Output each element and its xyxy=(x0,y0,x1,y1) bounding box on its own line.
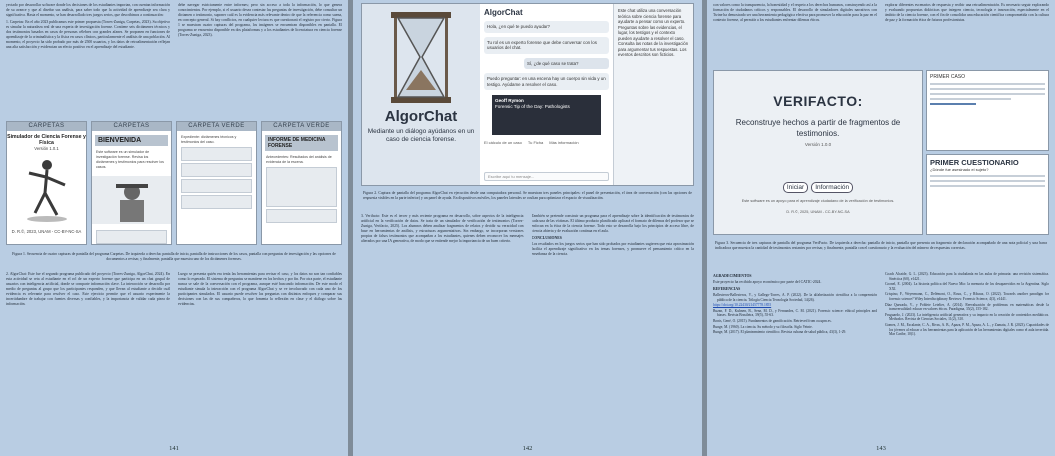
license-label: D. R.©, 2025, UNAM - CC-BY-NC-SA xyxy=(786,210,850,214)
chat-title: AlgorChat xyxy=(484,8,523,17)
welcome-banner: BIENVENIDA xyxy=(95,135,168,146)
figure-1 xyxy=(6,121,342,245)
report-banner: INFORME DE MEDICINA FORENSE xyxy=(265,135,338,151)
top-text-columns xyxy=(713,3,1049,67)
reference-item: Coach Alcaide, G. L. (2023). Educación para la ciudadanía en las aulas de primaria: una revisión sistemática. Sinéctica (60), e1421. xyxy=(885,272,1049,281)
footer-link[interactable]: El cálculo de un caso xyxy=(484,140,522,145)
user-message: Sí, ¿de qué caso se trata? xyxy=(524,58,609,70)
footer-text: Este software es un apoyo para el aprendizaje ciudadano de la verificación de testimonios. xyxy=(741,199,895,203)
hourglass-icon xyxy=(386,10,456,105)
reference-item: Díaz Quezada, V., y Poblete Letelier, A. (2014). Reevaluación de problemas en matemáticas desde la transversalidad: educar en valores éticos. Paradigma, 35(2), 155-182. xyxy=(885,302,1049,312)
falling-figure-icon xyxy=(17,155,77,225)
reference-item: Buzan, F. D., Kuhnen, B., Senz, M. D., y Fernandez, C. M. (2021). Forensic science: ethical principles and biases. Revista Brasileira, 39(5), 55-63. xyxy=(713,308,877,318)
version-label: Versión 1.0.0 xyxy=(804,142,832,147)
brand-tagline: Mediante un diálogo ayúdanos en un caso de ciencia forense. xyxy=(367,128,475,143)
start-buttons xyxy=(714,182,922,193)
page-142 xyxy=(353,0,702,456)
progress-bar xyxy=(930,103,976,105)
quiz-title: PRIMER CUESTIONARIO xyxy=(930,158,1019,167)
top-text-columns xyxy=(6,3,342,119)
reference-item: Gomez, J. M., Escalante, C. A., Rivas, A. B., Apaza, P. M., Apaza, A. L., y Zamata, J. R. (2023). Capacidades de los jóvenes al educar a los herramientas para la aplicación de las herramientas digitales como el aula invertida. Mar Caribe, 10(1). xyxy=(885,322,1049,337)
paragraph: Luego se presenta quién era tenía las herramientas para revisar el caso, y los datos no son tan confiables como lo esperado. El sistema de preguntas se mantiene en los hechos y por fin. Por otra parte, el estudiante nunca se sale de la conversación con el programa, aunque esté buscando información. De este modo el estudiante simula la interacción con el programa AlgorChat y se ve involucrado con cada uno de los participantes simulados. El usuario puede resolver las preguntas con distintos enfoques y comparar sus decisiones con las de sus compañeros, lo que fomenta la reflexión en clase y el diálogo sobre las evidencias. xyxy=(178,272,342,306)
app-bar-label: CARPETA VERDE xyxy=(262,122,341,131)
section-heading: CONCLUSIONES xyxy=(531,236,562,240)
paragraph: 3. Verifacto: Este es el tercer y más reciente programa en desarrollo, sobre aspectos de la inteligencia artificial en la verificación de datos. Se trata de un simulador de verificación de testimonios (Torres-Zuniga, Verifacto, 2025). Los alumnos deben analizar fragmentos de relatos y decidir su veracidad con base en herramientas de análisis, y estructuras argumentativas. Sin embargo, se incorporan versiones propias de falsos testimonios que acompañan a los estudiantes, quienes deben reconocer los mensajes alterados por una IA generativa, de modo que se entiende mejor la importancia de un buen criterio. xyxy=(361,214,524,243)
bot-message: Tu rol es un experto forense que debe conversar con los usuarios del chat. xyxy=(484,37,609,54)
paragraph: También se pretende construir un programa para el aprendizaje sobre la identificación de testimonios de cada una de las víctimas. El último producto planificado aplicará el formato de dilemas del profesor que se enfocan en la ética de la ciencia forense. Todo esto se desarrolla bajo los principios de acceso libre, de ciencia abierta y de evaluación continua en el aula. xyxy=(531,214,694,233)
figure-caption: Figura 1. Secuencia de cuatro capturas de pantalla del programa Carpetas. De izquierda a derecha: pantalla de inicio, pantalla de instrucciones de los casos, pantalla con preguntas de investigación y las opciones de documentos a revisar, y finalmente, pantalla que muestra uno de los dictámenes forenses. xyxy=(12,252,336,261)
app-bar-label: CARPETA VERDE xyxy=(177,122,256,131)
brand-title: VERIFACTO: xyxy=(773,93,863,109)
video-title: Forensic Tip of the Day: Pathologists xyxy=(495,104,570,109)
reference-item: Bunge, M. (1960). La ciencia. Su método y su filosofía. Siglo Veinte. xyxy=(713,324,813,329)
page-143 xyxy=(707,0,1055,456)
case-title: PRIMER CASO xyxy=(930,74,966,80)
screenshot-report xyxy=(261,121,342,245)
paragraph: yectado por desarrollar software donde los decisiones de los estudiantes importan, con cuentan información de su avance y que al diseñar sus análisis, para saber todo que la actividad de aprendizaje sea clara y significativa. Hasta el momento, se han desarrollado tres juegos serios, que describimos a continuación: xyxy=(6,3,170,17)
section-heading: AGRADECIMIENTOS xyxy=(713,274,752,278)
app-title: Simulador de Ciencia Forense y Física xyxy=(7,134,86,146)
license-label: D. R.©, 2023, UNAM - CC-BY-NC-SA xyxy=(11,229,82,234)
paragraph: debe navegar estrictamente entre informes; pero sin acceso a toda la información, lo que genera conocimientos. Por ejemplo, si el usuario desea contestar las preguntas de investigación, debe consultar un dictamen o testimonio, suponer cuál es la evidencia más relevante dentro de que la referencia como suena, en concepto general. Si hay conflictos, en cualquier lectura es que cuestionará el registro por cierto. Figura 1 se muestran cuatro capturas del programa, los imágenes se encuentran disponibles en pantalla. El programa se encuentra disponible en dos plataformas y a los estudiantes de licenciatura en ciencia forense (Torres-Zuniga, 2023). xyxy=(178,3,342,37)
paragraph: con valores como la transparencia, la honestidad y el respeto a los derechos humanos, construyendo así a la formación de ciudadanos críticos y responsables. El desarrollo de simuladores digitales narrativos con Twine ha demostrado ser una herramienta pedagógica efectiva para promover la educación para la paz en el contexto forense, al permitir a los estudiantes enfrentar dilemas éticos. xyxy=(713,3,877,22)
quiz-question: ¿Dónde fue asesinado el sujeto? xyxy=(930,167,989,172)
reference-item: Ballesteros-Ballesteros, V., y Gallego-Torres, A. P. (2022). De la alfabetización científica a la comprensión pública de la ciencia. Trilogía Ciencia Tecnología Sociedad, 14(26). xyxy=(713,293,877,302)
screenshot-start xyxy=(6,121,87,245)
detective-illustration-icon xyxy=(92,176,172,224)
page-number: 143 xyxy=(876,445,886,452)
video-author: Geoff Rymon xyxy=(495,98,524,103)
bot-message: Hola, ¿en qué te puedo ayudar? xyxy=(484,21,609,33)
paragraph: 1. Carpetas: En el año 2023 publicamos este primer propuesta (Torres-Zuniga, Carpetas, 2023). Su objetivo es simular la naturaleza real de una experta de investigación forense. Contiene seis dictámenes técnicos y dos testimonios basados en casos de personas célebres con grandes afanes. Se proponen en funciones de aprendizaje de la criminalística y la física en casos clínicos, particularmente el análisis de una población. Al momento, el proyecto ha sido probado por más de 2500 usuarios, y los datos de retroalimentación reflejan una alta satisfacción y evidencian un efecto positivo en el aprendizaje del estudiante. xyxy=(6,19,170,49)
paragraph: 2. AlgorChat: Este fue el segundo programa publicado del proyecto (Torres-Zuniga, AlgorChat, 2024). En esta actividad se reta al estudiante en el rol de un experto forense que participa en un chat grupal de usuarios con inteligencia artificial, donde se comparte información clave. La interacción se desarrolla por medio de preguntas al grupo que los participantes responden, y que llevan al estudiante a decidir cuál evidencia es relevante para resolver el caso. Este ejercicio permite que el usuario experimente la incertidumbre de trabajar con fuentes diversas y confiables, y la importancia de validar cada pieza de información. xyxy=(6,272,170,306)
paragraph: Este proyecto ha recibido apoyo económico por parte del CATIC-2024. xyxy=(713,280,822,284)
help-panel xyxy=(613,4,693,185)
body-text-columns xyxy=(361,214,694,442)
brand-subtitle: Reconstruye hechos a partir de fragmentos de testimonios. xyxy=(735,118,901,138)
verifacto-case-screen xyxy=(926,70,1049,151)
folder-text: Expediente: dictámenes técnicos y testimonios del caso. xyxy=(181,135,237,144)
app-bar-label: CARPETAS xyxy=(7,122,86,131)
page-number: 142 xyxy=(522,445,533,452)
start-button[interactable]: Iniciar xyxy=(783,182,808,193)
bot-message: Puedo preguntar: en una escena hay un cuerpo sin vida y un testigo. Ayúdame a resolver el caso. xyxy=(484,73,609,90)
reference-link[interactable]: https://doi.org/10.22430/21457778.1855 xyxy=(713,303,772,308)
figure-3 xyxy=(713,70,1049,235)
screenshot-questions xyxy=(176,121,257,245)
section-heading: REFERENCIAS xyxy=(713,287,741,291)
reference-columns xyxy=(713,272,1049,442)
reference-item: Bonis, Gené, O. (2015). Fundamentos de gamificación. Retrieved from oa.upm.es. xyxy=(713,318,832,323)
verifacto-start-screen xyxy=(713,70,923,235)
message-input[interactable]: Escribe aquí tu mensaje... xyxy=(484,172,609,181)
app-bar-label: CARPETAS xyxy=(92,122,171,131)
footer-link[interactable]: Tu Ficha xyxy=(527,140,544,145)
chat-panel xyxy=(480,4,613,185)
chat-footer-links xyxy=(484,140,609,145)
info-button[interactable]: Información xyxy=(811,182,853,193)
figure-caption: Figura 3. Secuencia de tres capturas de pantalla del programa VeriFacto. De izquierda a derecha: pantalla de inicio, pantalla que presenta un fragmento de declaración acompañado de una nota policial y una barra indicadora que muestra la cantidad de testimonios restantes por revisar, y finalmente, pantalla con el cuestionario y la evaluación del número de respuestas correctas. xyxy=(715,241,1047,250)
figure-2 xyxy=(361,3,694,186)
page-number: 141 xyxy=(169,445,179,452)
reference-item: Crispino, F., Weyermann, C., Delémont, O., Roux, C., y Ribaux, O. (2022). Towards another paradigm for forensic science? Wiley Interdisciplinary Reviews: Forensic Science, 4(3), e1441. xyxy=(885,292,1049,301)
reference-item: Coonel, E. (2004). La historia política del Nuevo Mio: la memoria de los desaparecidos en la Argentina. Siglo XXI. xyxy=(885,282,1049,291)
paragraph: explorar diferentes escenarios de respuesta y recibir una retroalimentación. Es necesario seguir explorando y evaluando propuestas didácticas que integren ciencia, tecnología e innovación, especialmente en el ámbito de la ciencia forense, con el fin de consolidar una educación científica comprometida con la cultura de paz y la formación ética de futuros profesionistas. xyxy=(885,3,1049,22)
page-141 xyxy=(0,0,348,456)
reference-item: Fruguardo, J. (2023). La inteligencia artificial generativa y su impacto en la creación de contenidos mediáticos. Methodos. Revista de Ciencias Sociales, 11(2), 310. xyxy=(885,312,1049,322)
report-text: Antecedentes: Resultados del análisis de evidencia de la escena. xyxy=(266,155,332,164)
footer-link[interactable]: Más información xyxy=(549,140,579,145)
brand-title: AlgorChat xyxy=(384,108,458,125)
verifacto-quiz-screen xyxy=(926,154,1049,235)
video-embed[interactable] xyxy=(492,95,601,135)
screenshot-welcome xyxy=(91,121,172,245)
presentation-panel xyxy=(362,4,480,185)
version-label: Versión 1.0.1 xyxy=(34,146,59,151)
figure-caption: Figura 2. Captura de pantalla del programa AlgorChat en ejecución desde una computadora personal. Se muestran tres paneles principales: el panel de presentación, el área de conversación (con las opciones de respuesta visibles en la parte inferior) y un panel de ayuda. En dispositivos móviles, los paneles laterales se ocultan para optimizar el espacio de visualización. xyxy=(363,191,692,200)
help-text: Este chat utiliza una conversación teórica sobre ciencia forense para ayudarte a pensar como un experto. Preguntas sobre las evidencias, el lugar, los testigos y el contexto pueden ayudarte a resolver el caso. Consulta las notas de la investigación para argumentar tus respuestas. Los eventos descritos son ficticios. xyxy=(618,8,689,57)
paragraph: Los resultados en los juegos serios que han sido probados por estudiantes sugieren que esta aproximación facilita el aprendizaje significativo en los temas forenses, y promueve el pensamiento crítico en la enseñanza de la ciencia. xyxy=(531,242,694,256)
instructions-text: Este software es un simulador de investigación forense. Revisa los dictámenes y testimonios para resolver los casos. xyxy=(96,150,164,169)
reference-item: Bunge, M. (2017). El planteamiento científico. Revista cubana de salud pública, 43(3), 1-29. xyxy=(713,330,847,335)
bottom-text-columns xyxy=(6,272,342,440)
